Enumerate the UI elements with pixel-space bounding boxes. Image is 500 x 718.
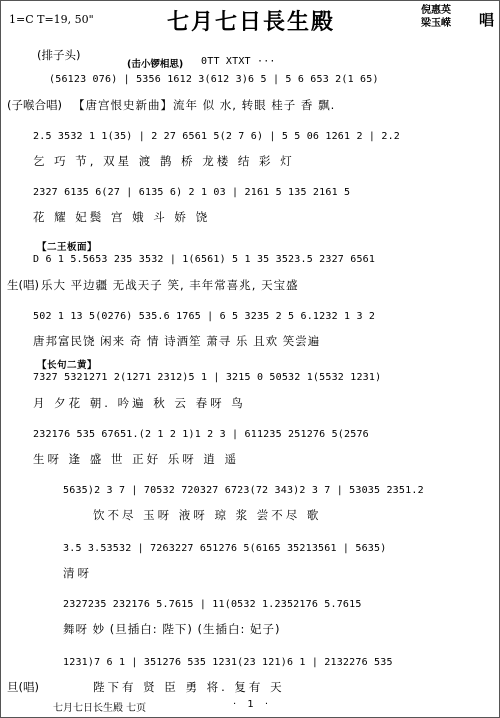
role-label: 生(唱) xyxy=(7,278,39,292)
notation-line: 5635)2 3 7 | 70532 720327 6723(72 343)2 3 7 | 53035 2351.2 xyxy=(63,485,424,496)
performer-1: 倪惠英 xyxy=(421,5,451,16)
section-label: 【长句二黄】 xyxy=(37,360,98,371)
role-label: (子喉合唱) xyxy=(7,98,62,112)
footer-title: 七月七日长生殿 七页 xyxy=(53,703,147,714)
lyric-line: 乞 巧 节, 双星 渡 鹊 桥 龙楼 结 彩 灯 xyxy=(33,154,295,168)
notation-line: 1231)7 6 1 | 351276 535 1231(23 121)6 1 | 2132276 535 xyxy=(63,657,393,668)
section-label: 【二王板面】 xyxy=(37,242,98,253)
performer-2: 梁玉嵘 xyxy=(421,18,451,29)
notation-line: 3.5 3.53532 | 7263227 651276 5(6165 35213561 | 5635) xyxy=(63,543,387,554)
role-label: 旦(唱) xyxy=(7,680,39,694)
notation-line: 7327 5321271 2(1271 2312)5 1 | 3215 0 50532 1(5532 1231) xyxy=(33,372,382,383)
lyric-line: 【唐宫恨史新曲】流年 似 水, 转眼 桂子 香 飘. xyxy=(73,98,336,112)
lyric-line: 舞呀 妙 (旦插白: 陛下) (生插白: 妃子) xyxy=(63,622,281,636)
banzi-label: (排子头) xyxy=(37,48,81,62)
notation-line: 232176 535 67651.(2 1 2 1)1 2 3 | 611235 251276 5(2576 xyxy=(33,429,369,440)
page-title: 七月七日長生殿 xyxy=(166,9,335,35)
lyric-line: 生呀 逢 盛 世 正好 乐呀 逍 遥 xyxy=(33,452,240,466)
notation-line: 2.5 3532 1 1(35) | 2 27 6561 5(2 7 6) | 5 5 06 1261 2 | 2.2 xyxy=(33,131,401,142)
percussion-pattern: 0TT XTXT ··· xyxy=(201,56,276,67)
page-number: · 1 · xyxy=(233,699,273,710)
lyric-line: 月 夕花 朝. 吟遍 秋 云 春呀 鸟 xyxy=(33,396,246,410)
performer-tag: 唱 xyxy=(479,11,495,29)
lyric-line: 花 耀 妃鬓 宫 娥 斗 娇 饶 xyxy=(33,210,211,224)
lyric-line: 清呀 xyxy=(63,566,92,580)
lyric-line: 乐大 平边疆 无战天子 笑, 丰年常喜兆, 天宝盛 xyxy=(41,278,299,292)
notation-line: D 6 1 5.5653 235 3532 | 1(6561) 5 1 35 3523.5 2327 6561 xyxy=(33,254,376,265)
percussion-label: (击小锣相思) xyxy=(127,59,184,70)
performer-names xyxy=(421,4,451,30)
notation-line: 2327235 232176 5.7615 | 11(0532 1.2352176 5.7615 xyxy=(63,599,362,610)
lyric-line: 饮不尽 玉呀 液呀 琼 浆 尝不尽 歌 xyxy=(93,508,322,522)
key-tempo: 1=C T=19, 50" xyxy=(9,13,94,26)
notation-line: 2327 6135 6(27 | 6135 6) 2 1 03 | 2161 5 135 2161 5 xyxy=(33,187,351,198)
lyric-line: 陛下有 贤 臣 勇 将. 复有 天 xyxy=(93,680,285,694)
lyric-line: 唐邦富民饶 闲来 奇 情 诗酒笙 萧寻 乐 且欢 笑尝遍 xyxy=(33,334,321,348)
notation-line: 502 1 13 5(0276) 535.6 1765 | 6 5 3235 2 5 6.1232 1 3 2 xyxy=(33,311,376,322)
notation-line: (56123 076) | 5356 1612 3(612 3)6 5 | 5 6 653 2(1 65) xyxy=(49,74,379,85)
